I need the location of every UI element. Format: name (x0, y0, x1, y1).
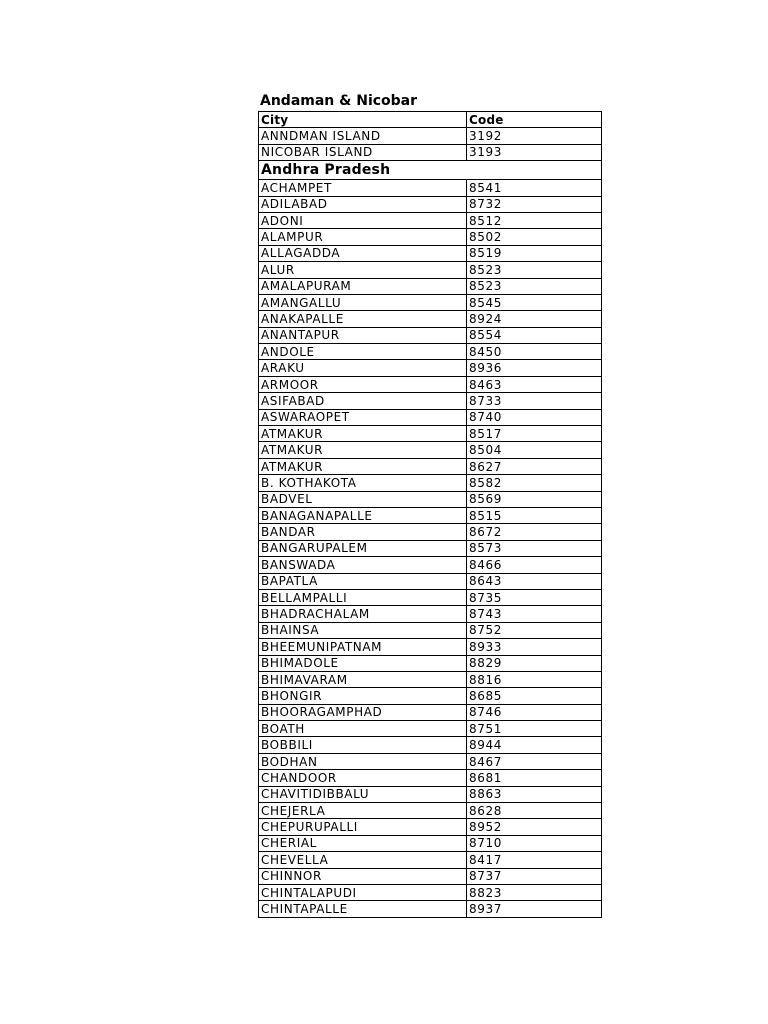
table-row (259, 278, 602, 294)
table-row (259, 344, 602, 360)
table-row (259, 262, 602, 278)
table-row (259, 442, 602, 458)
code-cell: 8523 (467, 278, 602, 294)
code-cell: 8733 (467, 393, 602, 409)
table-row (259, 491, 602, 507)
table-row (259, 671, 602, 687)
city-cell: ATMAKUR (259, 442, 467, 458)
code-cell: 8933 (467, 639, 602, 655)
city-cell: CHEJERLA (259, 803, 467, 819)
table-row (259, 540, 602, 556)
city-cell: ATMAKUR (259, 458, 467, 474)
table-row (259, 507, 602, 523)
city-cell: ANNDMAN ISLAND (259, 128, 467, 144)
code-cell: 8937 (467, 901, 602, 917)
table-row (259, 426, 602, 442)
table-row (259, 376, 602, 392)
table-row (259, 852, 602, 868)
table-row (259, 753, 602, 769)
code-cell: 8952 (467, 819, 602, 835)
section-header-row (259, 161, 602, 180)
code-cell: 8523 (467, 262, 602, 278)
table-row (259, 688, 602, 704)
table-row (259, 655, 602, 671)
table-row (259, 786, 602, 802)
table-row (259, 524, 602, 540)
city-cell: BANAGANAPALLE (259, 507, 467, 523)
city-cell: BANSWADA (259, 557, 467, 573)
code-cell: 8502 (467, 229, 602, 245)
code-cell: 8519 (467, 245, 602, 261)
city-cell: CHERIAL (259, 835, 467, 851)
city-cell: ACHAMPET (259, 180, 467, 196)
table-row (259, 770, 602, 786)
city-cell: NICOBAR ISLAND (259, 144, 467, 160)
city-cell: BHADRACHALAM (259, 606, 467, 622)
city-cell: ARAKU (259, 360, 467, 376)
table-row (259, 622, 602, 638)
code-cell: 8582 (467, 475, 602, 491)
code-column-header: Code (467, 112, 602, 128)
code-cell: 8737 (467, 868, 602, 884)
code-cell: 8569 (467, 491, 602, 507)
code-cell: 8685 (467, 688, 602, 704)
table-row (259, 721, 602, 737)
city-cell: BHOORAGAMPHAD (259, 704, 467, 720)
code-cell: 8740 (467, 409, 602, 425)
city-cell: ATMAKUR (259, 426, 467, 442)
city-cell: CHAVITIDIBBALU (259, 786, 467, 802)
table-row (259, 245, 602, 261)
table-row (259, 573, 602, 589)
code-cell: 8545 (467, 294, 602, 310)
city-cell: CHEPURUPALLI (259, 819, 467, 835)
city-cell: ASWARAOPET (259, 409, 467, 425)
code-cell: 8823 (467, 884, 602, 900)
code-cell: 3192 (467, 128, 602, 144)
city-cell: AMALAPURAM (259, 278, 467, 294)
code-cell: 8463 (467, 376, 602, 392)
city-cell: ANANTAPUR (259, 327, 467, 343)
code-cell: 8573 (467, 540, 602, 556)
code-cell: 8504 (467, 442, 602, 458)
table-row (259, 901, 602, 917)
code-cell: 8643 (467, 573, 602, 589)
code-cell: 8627 (467, 458, 602, 474)
code-cell: 8735 (467, 589, 602, 605)
code-cell: 8751 (467, 721, 602, 737)
header-row (259, 112, 602, 128)
table-row (259, 212, 602, 228)
table-row (259, 409, 602, 425)
std-code-table (258, 111, 602, 918)
city-cell: BHIMAVARAM (259, 671, 467, 687)
table-row (259, 606, 602, 622)
city-cell: CHINTAPALLE (259, 901, 467, 917)
code-cell: 8672 (467, 524, 602, 540)
code-cell: 8746 (467, 704, 602, 720)
city-cell: CHANDOOR (259, 770, 467, 786)
city-cell: BHIMADOLE (259, 655, 467, 671)
table-row (259, 475, 602, 491)
code-cell: 8863 (467, 786, 602, 802)
table-row (259, 360, 602, 376)
code-cell: 8512 (467, 212, 602, 228)
section-title: Andhra Pradesh (259, 161, 602, 180)
city-cell: BHEEMUNIPATNAM (259, 639, 467, 655)
code-cell: 8466 (467, 557, 602, 573)
code-cell: 8752 (467, 622, 602, 638)
code-cell: 8924 (467, 311, 602, 327)
city-cell: BAPATLA (259, 573, 467, 589)
city-cell: BANDAR (259, 524, 467, 540)
document-page (258, 92, 599, 918)
table-row (259, 737, 602, 753)
code-cell: 3193 (467, 144, 602, 160)
table-row (259, 327, 602, 343)
code-cell: 8628 (467, 803, 602, 819)
city-cell: ALAMPUR (259, 229, 467, 245)
city-cell: CHINTALAPUDI (259, 884, 467, 900)
city-cell: CHINNOR (259, 868, 467, 884)
table-row (259, 311, 602, 327)
table-row (259, 704, 602, 720)
code-cell: 8829 (467, 655, 602, 671)
table-row (259, 393, 602, 409)
table-row (259, 294, 602, 310)
table-row (259, 589, 602, 605)
table-row (259, 639, 602, 655)
code-cell: 8450 (467, 344, 602, 360)
city-cell: BHAINSA (259, 622, 467, 638)
table-row (259, 144, 602, 160)
code-cell: 8816 (467, 671, 602, 687)
code-cell: 8417 (467, 852, 602, 868)
table-row (259, 819, 602, 835)
code-cell: 8743 (467, 606, 602, 622)
code-cell: 8554 (467, 327, 602, 343)
code-cell: 8517 (467, 426, 602, 442)
city-cell: CHEVELLA (259, 852, 467, 868)
code-cell: 8944 (467, 737, 602, 753)
code-cell: 8515 (467, 507, 602, 523)
city-cell: ADILABAD (259, 196, 467, 212)
city-cell: ARMOOR (259, 376, 467, 392)
city-cell: ANAKAPALLE (259, 311, 467, 327)
code-cell: 8467 (467, 753, 602, 769)
city-cell: BHONGIR (259, 688, 467, 704)
city-cell: BADVEL (259, 491, 467, 507)
city-cell: BOATH (259, 721, 467, 737)
table-row (259, 803, 602, 819)
city-column-header: City (259, 112, 467, 128)
city-cell: B. KOTHAKOTA (259, 475, 467, 491)
city-cell: ASIFABAD (259, 393, 467, 409)
table-body (259, 112, 602, 918)
table-row (259, 884, 602, 900)
city-cell: AMANGALLU (259, 294, 467, 310)
table-row (259, 835, 602, 851)
table-row (259, 557, 602, 573)
city-cell: ANDOLE (259, 344, 467, 360)
city-cell: ALLAGADDA (259, 245, 467, 261)
table-row (259, 458, 602, 474)
code-cell: 8710 (467, 835, 602, 851)
city-cell: BOBBILI (259, 737, 467, 753)
code-cell: 8681 (467, 770, 602, 786)
table-row (259, 229, 602, 245)
code-cell: 8541 (467, 180, 602, 196)
city-cell: ADONI (259, 212, 467, 228)
code-cell: 8732 (467, 196, 602, 212)
code-cell: 8936 (467, 360, 602, 376)
table-row (259, 868, 602, 884)
city-cell: BODHAN (259, 753, 467, 769)
state-title: Andaman & Nicobar (260, 93, 418, 109)
city-cell: BELLAMPALLI (259, 589, 467, 605)
table-row (259, 196, 602, 212)
table-row (259, 128, 602, 144)
city-cell: ALUR (259, 262, 467, 278)
city-cell: BANGARUPALEM (259, 540, 467, 556)
table-row (259, 180, 602, 196)
